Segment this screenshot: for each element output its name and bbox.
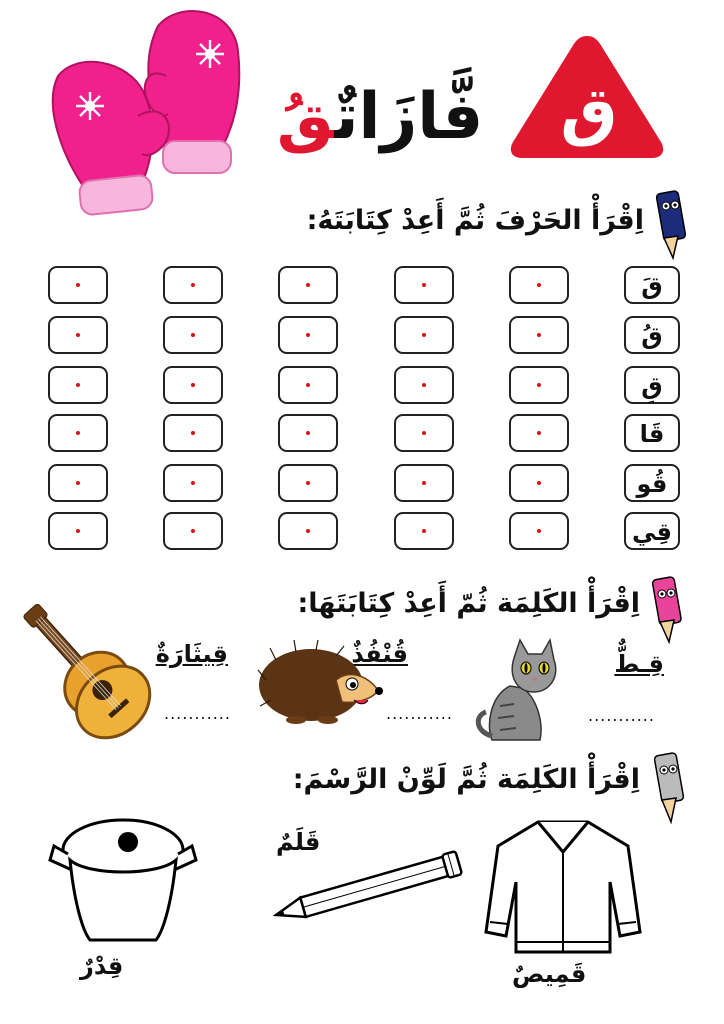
letter-cell	[624, 512, 680, 550]
instruction-3: اِقْرَأْ الكَلِمَة ثُمَّ لَوِّنْ الرَّسْمَ:	[292, 764, 640, 795]
hedgehog-icon	[256, 640, 386, 725]
start-dot	[422, 283, 426, 287]
start-dot	[537, 333, 541, 337]
guitar-icon	[46, 605, 176, 730]
writing-box[interactable]	[48, 316, 108, 354]
start-dot	[422, 383, 426, 387]
writing-box[interactable]	[278, 512, 338, 550]
start-dot	[422, 481, 426, 485]
writing-box[interactable]	[163, 366, 223, 404]
start-dot	[191, 529, 195, 533]
mittens-icon	[38, 6, 268, 226]
writing-box[interactable]	[509, 316, 569, 354]
instruction-2: اِقْرَأْ الكَلِمَة ثُمّ أَعِدْ كِتَابَتَهَا:	[297, 588, 640, 619]
writing-box[interactable]	[509, 414, 569, 452]
grid-row	[48, 512, 680, 552]
letter-label: قُ	[641, 322, 663, 350]
title-rest: فَّازَاتٌ	[334, 80, 484, 154]
start-dot	[306, 431, 310, 435]
start-dot	[76, 431, 80, 435]
start-dot	[537, 529, 541, 533]
pencil-mascot-grey-icon	[652, 750, 686, 826]
word-pencil: قَلَمٌ	[276, 828, 321, 856]
writing-box[interactable]	[278, 414, 338, 452]
writing-box[interactable]	[163, 512, 223, 550]
start-dot	[306, 333, 310, 337]
writing-box[interactable]	[509, 366, 569, 404]
writing-box[interactable]	[394, 464, 454, 502]
letter-label: قِ	[641, 372, 663, 400]
writing-box[interactable]	[48, 464, 108, 502]
writing-box[interactable]	[48, 512, 108, 550]
start-dot	[76, 333, 80, 337]
grid-row	[48, 266, 680, 306]
letter-label: قَا	[639, 420, 665, 448]
word-cat: قِـطٌّ	[614, 650, 664, 678]
start-dot	[191, 431, 195, 435]
shirt-icon[interactable]	[478, 812, 648, 962]
letter-cell	[624, 464, 680, 502]
blank-cat[interactable]: ...........	[588, 706, 655, 725]
start-dot	[76, 481, 80, 485]
writing-box[interactable]	[48, 366, 108, 404]
writing-box[interactable]	[278, 266, 338, 304]
page-title	[270, 72, 490, 162]
grid-row	[48, 366, 680, 406]
writing-box[interactable]	[163, 266, 223, 304]
title-first-letter: قُ	[276, 80, 335, 154]
start-dot	[422, 529, 426, 533]
start-dot	[76, 383, 80, 387]
writing-box[interactable]	[278, 366, 338, 404]
start-dot	[191, 283, 195, 287]
start-dot	[537, 383, 541, 387]
writing-box[interactable]	[48, 414, 108, 452]
start-dot	[422, 431, 426, 435]
start-dot	[537, 481, 541, 485]
start-dot	[76, 283, 80, 287]
start-dot	[191, 383, 195, 387]
letter-cell	[624, 316, 680, 354]
pencil-mascot-pink-icon	[650, 574, 684, 646]
letter-label: قُو	[636, 470, 668, 498]
writing-box[interactable]	[163, 316, 223, 354]
badge-letter: ق	[560, 75, 618, 149]
cat-icon	[470, 636, 570, 746]
word-pot: قِدْرٌ	[80, 952, 124, 980]
grid-row	[48, 464, 680, 504]
blank-guitar[interactable]: ...........	[164, 704, 231, 723]
writing-box[interactable]	[509, 266, 569, 304]
grid-row	[48, 414, 680, 454]
start-dot	[191, 333, 195, 337]
start-dot	[191, 481, 195, 485]
writing-box[interactable]	[394, 512, 454, 550]
writing-box[interactable]	[394, 316, 454, 354]
writing-box[interactable]	[278, 316, 338, 354]
instruction-1: اِقْرَأْ الحَرْفَ ثُمَّ أَعِدْ كِتَابَتَهُ:	[306, 205, 644, 236]
word-shirt: قَمِيصٌ	[512, 960, 587, 988]
grid-row	[48, 316, 680, 356]
letter-label: قَ	[641, 272, 663, 300]
letter-cell	[624, 366, 680, 404]
letter-cell	[624, 266, 680, 304]
writing-box[interactable]	[394, 266, 454, 304]
start-dot	[537, 431, 541, 435]
writing-box[interactable]	[163, 464, 223, 502]
start-dot	[306, 481, 310, 485]
letter-cell	[624, 414, 680, 452]
pencil-mascot-icon	[654, 188, 688, 262]
start-dot	[537, 283, 541, 287]
pencil-icon[interactable]	[270, 852, 470, 922]
pot-icon[interactable]	[48, 810, 198, 950]
writing-box[interactable]	[278, 464, 338, 502]
start-dot	[76, 529, 80, 533]
blank-hedgehog[interactable]: ...........	[386, 704, 453, 723]
writing-box[interactable]	[394, 414, 454, 452]
writing-box[interactable]	[48, 266, 108, 304]
word-guitar: قِيثَارَةٌ	[155, 640, 228, 668]
writing-box[interactable]	[509, 512, 569, 550]
start-dot	[306, 529, 310, 533]
writing-box[interactable]	[163, 414, 223, 452]
writing-box[interactable]	[394, 366, 454, 404]
start-dot	[306, 283, 310, 287]
start-dot	[422, 333, 426, 337]
writing-box[interactable]	[509, 464, 569, 502]
letter-label: قِي	[631, 518, 672, 546]
start-dot	[306, 383, 310, 387]
word-hedgehog: قُنْفُذٌ	[351, 640, 408, 668]
